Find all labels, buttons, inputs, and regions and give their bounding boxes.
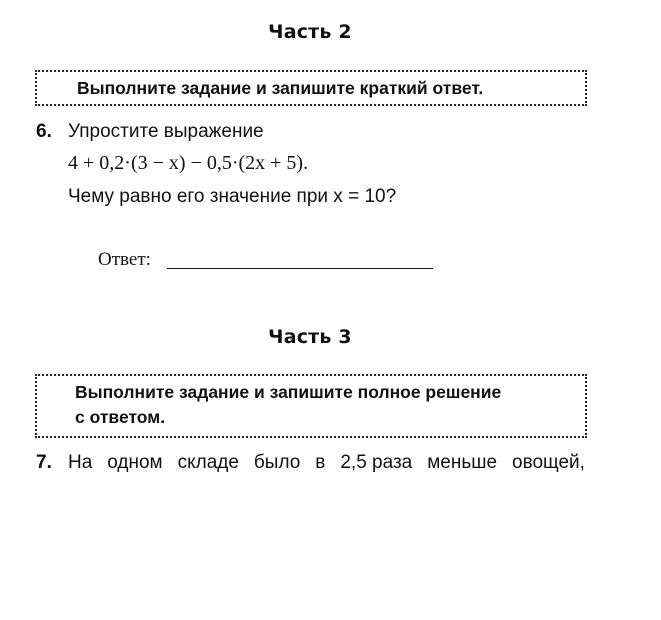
task7-word: одном (107, 452, 163, 473)
task7-word: в (315, 452, 326, 473)
part2-instruction-box (35, 70, 587, 106)
task7-text (68, 452, 585, 474)
part2-instruction: Выполните задание и запишите краткий ответ. (77, 78, 484, 98)
answer-blank-line[interactable] (167, 268, 433, 269)
task7-word: На (68, 452, 93, 473)
task7-word: складе (177, 452, 239, 473)
task6-question: Чему равно его значение при x = 10? (68, 186, 397, 207)
task7-word: овощей, (512, 452, 585, 473)
task6-expression (68, 152, 308, 175)
task7-word: 2,5 раза (340, 452, 413, 473)
task6-number: 6. (36, 121, 52, 142)
part3-heading: Часть 3 (268, 326, 352, 348)
task6-intro: Упростите выражение (68, 121, 264, 142)
task7-number: 7. (36, 452, 52, 473)
task7-word: было (253, 452, 301, 473)
part2-heading: Часть 2 (268, 21, 352, 43)
task7-word: меньше (427, 452, 498, 473)
task6-expression-text: 4 + 0,2·(3 − x) − 0,5·(2x + 5). (68, 152, 309, 174)
answer-label: Ответ: (98, 249, 151, 270)
part3-instruction-box (35, 374, 587, 438)
part3-instruction-line1: Выполните задание и запишите полное решение (75, 382, 502, 402)
part3-instruction-line2: с ответом. (75, 407, 166, 427)
